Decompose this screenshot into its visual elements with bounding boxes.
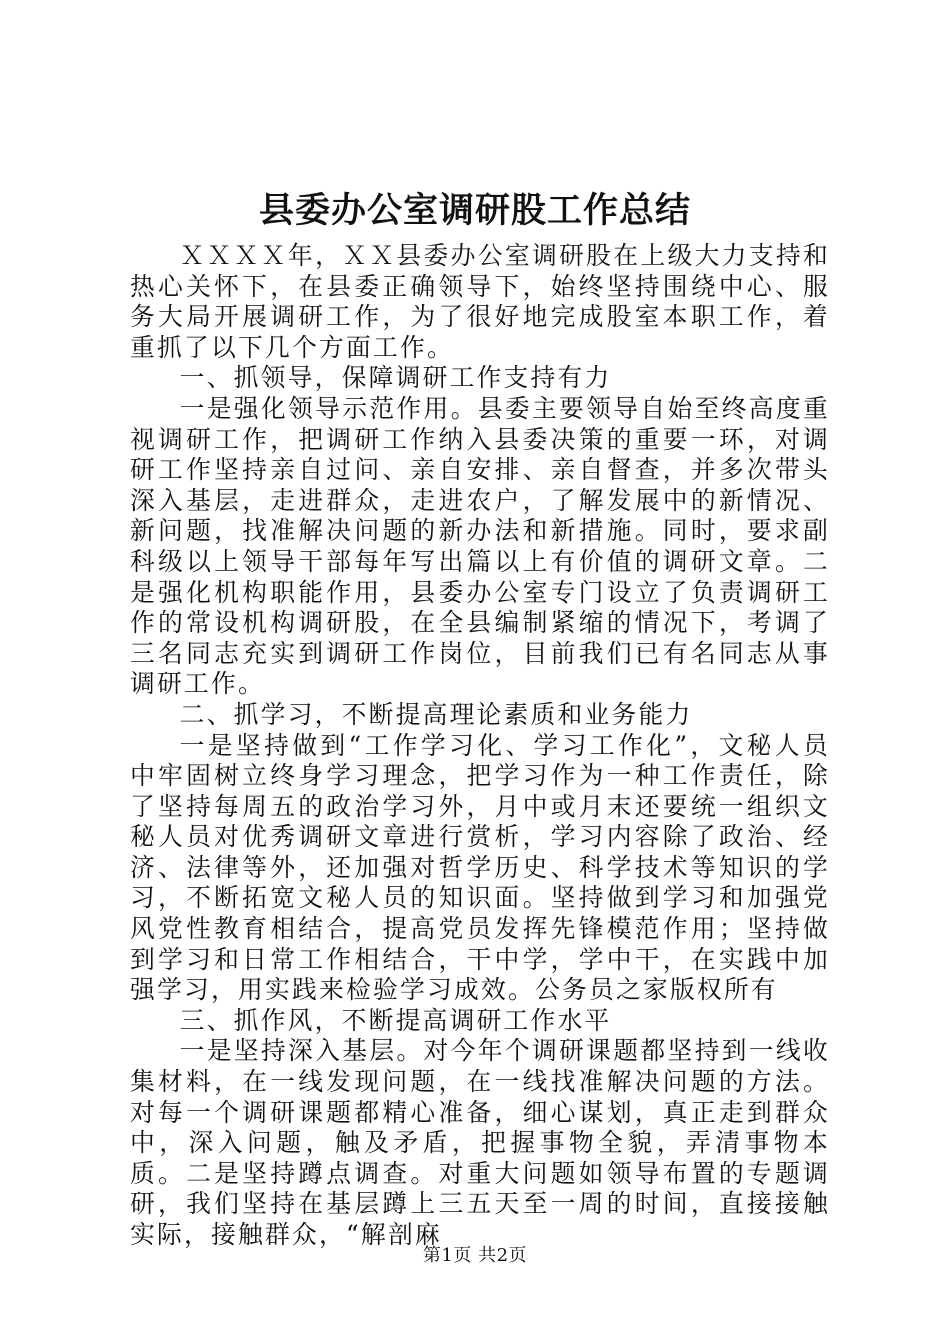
- section-heading-1: 一、抓领导，保障调研工作支持有力: [179, 363, 612, 393]
- intro-paragraph: ＸＸＸＸ年，ＸＸ县委办公室调研股在上级大力支持和热心关怀下，在县委正确领导下，始终坚持围绕中心、服务大局开展调研工作，为了很好地完成股室本职工作，着重抓了以下几个方面工作。: [130, 241, 830, 362]
- document-title: 县委办公室调研股工作总结: [258, 190, 691, 231]
- section-heading-2: 二、抓学习，不断提高理论素质和业务能力: [179, 699, 693, 729]
- page-number-footer: 第1页 共2页: [422, 1245, 528, 1266]
- document-body: [130, 241, 830, 1251]
- section-1-paragraph: 一是强化领导示范作用。县委主要领导自始至终高度重视调研工作，把调研工作纳入县委决策的重要一环，对调研工作坚持亲自过问、亲自安排、亲自督查，并多次带头深入基层，走进群众，走进农户，了解发展中的新情况、新问题，找准解决问题的新办法和新措施。同时，要求副科级以上领导干部每年写出篇以上有价值的调研文章。二是强化机构职能作用，县委办公室专门设立了负责调研工作的常设机构调研股，在全县编制紧缩的情况下，考调了三名同志充实到调研工作岗位，目前我们已有名同志从事调研工作。: [130, 393, 830, 699]
- section-heading-3: 三、抓作风，不断提高调研工作水平: [179, 1005, 612, 1035]
- section-2-paragraph: 一是坚持做到“工作学习化、学习工作化”，文秘人员中牢固树立终身学习理念，把学习作为一种工作责任，除了坚持每周五的政治学习外，月中或月末还要统一组织文秘人员对优秀调研文章进行赏析，学习内容除了政治、经济、法律等外，还加强对哲学历史、科学技术等知识的学习，不断拓宽文秘人员的知识面。坚持做到学习和加强党风党性教育相结合，提高党员发挥先锋模范作用；坚持做到学习和日常工作相结合，干中学，学中干，在实践中加强学习，用实践来检验学习成效。公务员之家版权所有: [130, 730, 830, 1005]
- section-3-paragraph: 一是坚持深入基层。对今年个调研课题都坚持到一线收集材料，在一线发现问题，在一线找准解决问题的方法。对每一个调研课题都精心准备，细心谋划，真正走到群众中，深入问题，触及矛盾，把握事物全貌，弄清事物本质。二是坚持蹲点调查。对重大问题如领导布置的专题调研，我们坚持在基层蹲上三五天至一周的时间，直接接触实际，接触群众，“解剖麻: [130, 1036, 830, 1249]
